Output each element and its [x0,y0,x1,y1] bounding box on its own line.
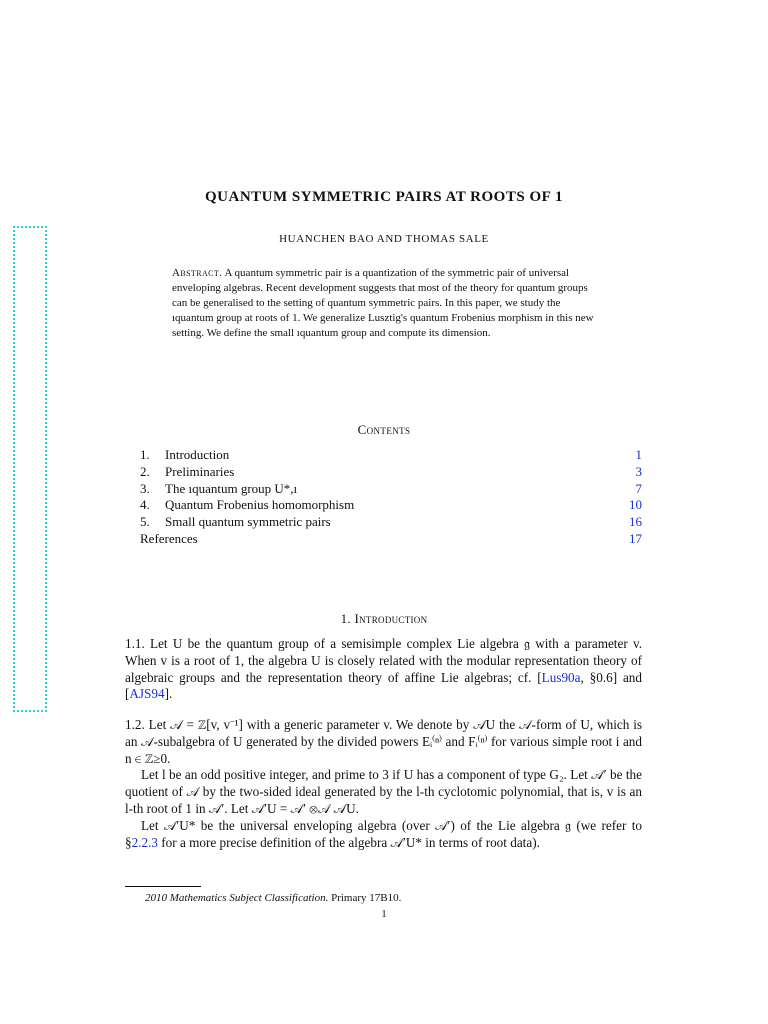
toc-title: The ıquantum group U*,ı [165,480,298,496]
paragraph-text [125,818,642,852]
toc-page-link[interactable]: 10 [629,497,642,513]
paragraph-text: , §0.6] and [ [125,669,642,702]
toc-entry[interactable] [140,464,642,481]
toc-entry[interactable] [140,514,642,531]
footnote-label: 2010 Mathematics Subject Classification. [145,892,329,904]
cross-reference-link[interactable]: 2.2.3 [131,834,158,850]
toc-page-link[interactable]: 3 [635,463,642,479]
paper-authors: HUANCHEN BAO AND THOMAS SALE [279,233,489,245]
citation-link[interactable]: AJS94 [129,686,165,702]
section-number: 1. [340,611,351,626]
section-title: Introduction [354,611,428,626]
toc-entry-references[interactable] [140,531,642,548]
toc-page-link[interactable]: 7 [635,480,642,496]
paragraph-text: 1.1. Let U be the quantum group of a semisimple complex Lie algebra 𝔤 with a parameter v. When v is a root of 1, the algebra U is closely related with the modular representation theory of algebraic groups and the representation theory of affine Lie algebras; cf. [125,636,642,685]
paper-title: QUANTUM SYMMETRIC PAIRS AT ROOTS OF 1 [205,189,563,205]
citation-link[interactable]: Lus90a [541,669,581,685]
toc-title: Introduction [165,447,230,462]
table-of-contents [140,447,642,548]
paragraph-text: ]. [164,686,173,702]
toc-title: Preliminaries [165,463,235,479]
paragraph-1-1: 1.1. Let U be the quantum group of a semisimple complex Lie algebra 𝔤 with a parameter v. When v is a root of 1, the algebra U is closely related with the modular representation theory of algebraic groups and the representation theory of affine Lie algebras; cf. [Lus90a, §0.6] and [AJS94]. [125,636,642,702]
toc-title: Quantum Frobenius homomorphism [165,497,355,513]
abstract-label: Abstract. [172,267,223,279]
toc-entry[interactable] [140,497,642,514]
abstract-text: A quantum symmetric pair is a quantization of the symmetric pair of universal enveloping algebras. Recent development suggests that most of the theory for quantum groups can be generalised to the setting of quantum symmetric pairs. In this paper, we study the ıquantum group at roots of 1. We generalize Lusztig's quantum Frobenius morphism in this new setting. We define the small ıquantum group and compute its dimension. [172,267,594,339]
footnote-text: Primary 17B10. [331,892,402,904]
toc-entry[interactable] [140,447,642,464]
paragraph-text: Let l be an odd positive integer, and prime to 3 if U has a component of type G₂. Let 𝒜′ be the quotient of 𝒜 by the two-sided ideal generated by the l-th cyclotomic polynomial, that is, v is an l-th root of 1 in 𝒜′. Let 𝒜′U = 𝒜′ ⊗𝒜 𝒜U. [125,767,642,816]
paragraph-text: 1.2. Let 𝒜 = ℤ[v, v⁻¹] with a generic parameter v. We denote by 𝒜U the 𝒜-form of U, which is an 𝒜-subalgebra of U generated by the divided powers Eᵢ⁽ⁿ⁾ and Fᵢ⁽ⁿ⁾ for various simple root i and n ∈ ℤ≥0. [125,717,642,766]
footnote [145,892,401,904]
paragraph-text: Let 𝒜′U* be the universal enveloping algebra (over 𝒜′) of the Lie algebra 𝔤 (we refer to § [125,817,642,850]
contents-heading: Contents [357,422,411,437]
toc-page-link[interactable]: 17 [629,530,642,546]
toc-number: 1. [140,447,150,462]
toc-page-link[interactable]: 16 [629,514,642,530]
dotted-frame [13,226,47,712]
abstract [172,266,597,341]
paragraph-text: for a more precise definition of the algebra 𝒜′U* in terms of root data). [157,834,540,850]
toc-number: 3. [140,480,150,496]
toc-entry[interactable] [140,481,642,498]
paragraph-1-2 [125,717,642,851]
page-number: 1 [381,908,387,920]
toc-page-link[interactable]: 1 [635,447,642,462]
toc-number: 5. [140,514,150,530]
toc-number: 4. [140,497,150,513]
toc-title: References [140,530,198,546]
toc-number: 2. [140,463,150,479]
toc-title: Small quantum symmetric pairs [165,514,331,530]
section-heading [0,611,768,627]
footnote-rule [125,886,201,887]
